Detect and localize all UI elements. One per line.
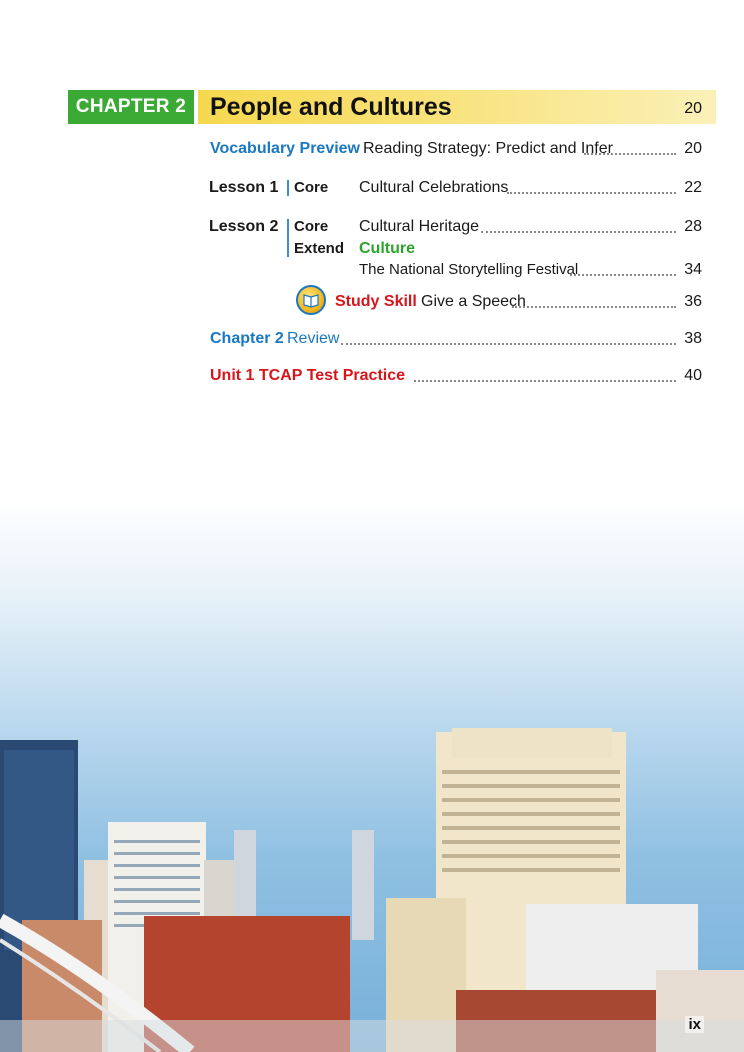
dot-leader bbox=[414, 380, 676, 382]
page-number: 22 bbox=[684, 179, 702, 196]
study-skill-label: Study Skill bbox=[335, 293, 417, 310]
toc-entry-lesson-1[interactable] bbox=[0, 177, 744, 199]
chapter-page-number: 20 bbox=[684, 100, 702, 117]
vocabulary-entry-text: Reading Strategy: Predict and Infer bbox=[363, 140, 613, 157]
lesson-1-label: Lesson 1 bbox=[209, 179, 279, 196]
city-skyline-image bbox=[0, 500, 744, 1052]
page-number: 40 bbox=[684, 367, 702, 384]
dot-leader bbox=[570, 274, 676, 276]
lesson-2-title: Cultural Heritage bbox=[359, 218, 480, 235]
dot-leader bbox=[481, 231, 676, 233]
page-number: 28 bbox=[684, 218, 702, 235]
test-practice-label: Unit 1 TCAP Test Practice bbox=[210, 367, 406, 384]
page-folio: ix bbox=[685, 1016, 704, 1033]
toc-entry-chapter-review[interactable] bbox=[0, 328, 744, 350]
page-number: 34 bbox=[684, 261, 702, 278]
lesson-level: Core bbox=[294, 179, 329, 196]
vocabulary-preview-label: Vocabulary Preview bbox=[210, 140, 360, 157]
toc-entry-test-practice[interactable] bbox=[0, 365, 744, 387]
chapter-title-band bbox=[198, 90, 716, 124]
chapter-number-tag: CHAPTER 2 bbox=[68, 90, 194, 124]
lesson-level-extend: Extend bbox=[294, 240, 345, 257]
chapter-title[interactable]: People and Cultures bbox=[210, 93, 452, 121]
toc-entry-vocabulary[interactable] bbox=[0, 138, 744, 160]
lesson-2-label: Lesson 2 bbox=[209, 218, 279, 235]
study-skill-title: Give a Speech bbox=[421, 293, 526, 310]
page-number: 36 bbox=[684, 293, 702, 310]
toc-entry-study-skill[interactable] bbox=[0, 291, 744, 313]
extend-feature-title: The National Storytelling Festival bbox=[359, 261, 579, 278]
dot-leader bbox=[341, 343, 676, 345]
page-number: 20 bbox=[684, 140, 702, 157]
toc-entry-storytelling-festival[interactable] bbox=[0, 259, 744, 281]
chapter-review-suffix: Review bbox=[287, 330, 340, 347]
dot-leader bbox=[584, 153, 676, 155]
divider bbox=[287, 180, 289, 196]
culture-category-label: Culture bbox=[359, 240, 415, 257]
chapter-review-prefix: Chapter 2 bbox=[210, 330, 284, 347]
toc-entry-lesson-2-extend bbox=[0, 238, 744, 260]
lesson-level: Core bbox=[294, 218, 329, 235]
page-number: 38 bbox=[684, 330, 702, 347]
toc-entry-lesson-2[interactable] bbox=[0, 216, 744, 238]
lesson-1-title: Cultural Celebrations bbox=[359, 179, 509, 196]
dot-leader bbox=[507, 192, 676, 194]
dot-leader bbox=[512, 306, 676, 308]
